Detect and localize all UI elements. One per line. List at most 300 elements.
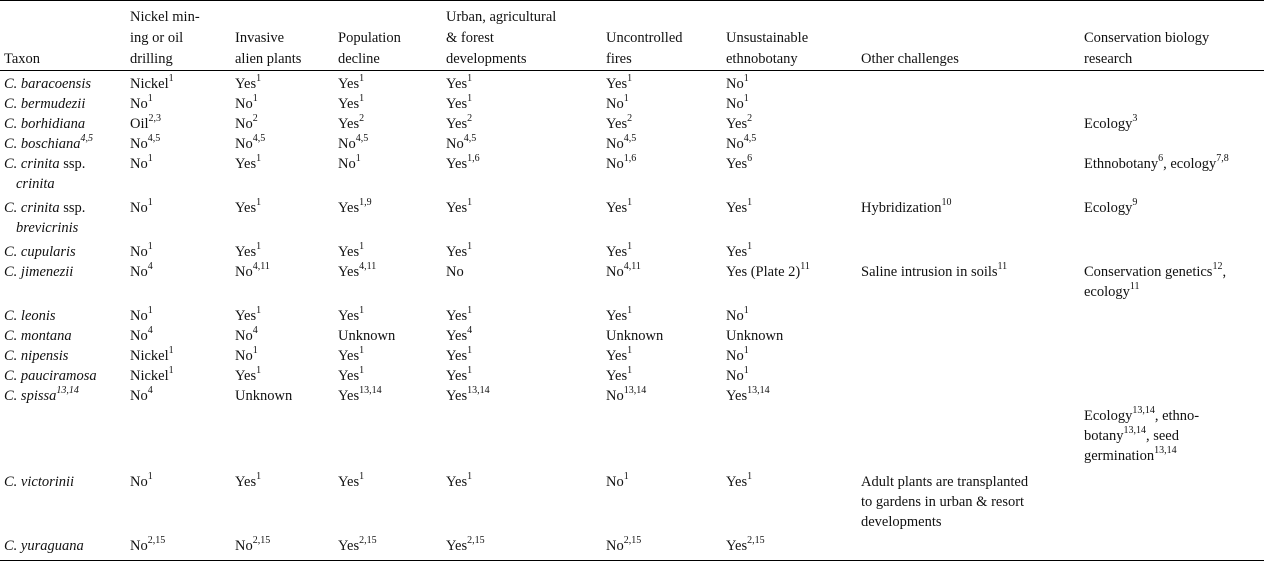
- taxon-cell: [0, 536, 126, 561]
- population-cell: [334, 326, 442, 346]
- invasive-value: Yes: [235, 308, 257, 324]
- reference-superscript: 1: [147, 241, 153, 253]
- reference-superscript: 2,15: [359, 535, 377, 547]
- reference-superscript: 1: [743, 365, 749, 377]
- reference-superscript: 10: [941, 197, 952, 209]
- invasive-cell: [231, 154, 334, 198]
- mining-cell: [126, 326, 231, 346]
- fires-value: Yes: [606, 244, 628, 260]
- taxon-name: C. nipensis: [4, 348, 69, 364]
- invasive-value: Yes: [235, 156, 257, 172]
- column-header-label: Uncontrolled fires: [606, 30, 683, 67]
- reference-superscript: 1: [147, 305, 153, 317]
- population-cell: [334, 262, 442, 306]
- ethno-value: No: [726, 96, 744, 112]
- invasive-cell: [231, 71, 334, 95]
- taxon-cell: [0, 242, 126, 262]
- reference-superscript: 1: [256, 305, 262, 317]
- fires-value: Yes: [606, 368, 628, 384]
- reference-superscript: 1: [359, 345, 365, 357]
- reference-superscript: 1: [256, 197, 262, 209]
- fires-value: No: [606, 136, 624, 152]
- ethno-cell: [722, 326, 857, 346]
- mining-value: No: [130, 244, 148, 260]
- population-cell: [334, 468, 442, 536]
- reference-superscript: 13,14: [359, 385, 382, 397]
- reference-superscript: 2: [747, 113, 753, 125]
- invasive-value: No: [235, 96, 253, 112]
- population-cell: [334, 114, 442, 134]
- reference-superscript: 1: [743, 345, 749, 357]
- fires-value: Yes: [606, 200, 628, 216]
- reference-superscript: 1: [623, 471, 629, 483]
- invasive-cell: [231, 346, 334, 366]
- mining-value: No: [130, 200, 148, 216]
- invasive-cell: [231, 262, 334, 306]
- reference-superscript: 13,14: [1154, 445, 1177, 457]
- urban-value: Yes: [446, 244, 468, 260]
- research-cell: [1080, 386, 1264, 468]
- population-value: Yes: [338, 538, 360, 554]
- reference-superscript: 9: [1132, 197, 1138, 209]
- taxon-cell: [0, 386, 126, 468]
- ethno-cell: [722, 154, 857, 198]
- ethno-value: Yes: [726, 244, 748, 260]
- urban-cell: [442, 154, 602, 198]
- reference-superscript: 1: [743, 93, 749, 105]
- invasive-cell: [231, 134, 334, 154]
- invasive-cell: [231, 386, 334, 468]
- reference-superscript: 13,14: [747, 385, 770, 397]
- urban-value: Yes: [446, 368, 468, 384]
- population-cell: [334, 306, 442, 326]
- population-value: No: [338, 156, 356, 172]
- header-row: [0, 1, 1264, 71]
- other-cell: [857, 306, 1080, 326]
- reference-superscript: 1: [627, 73, 633, 85]
- reference-superscript: 1: [467, 73, 473, 85]
- fires-value: Yes: [606, 76, 628, 92]
- urban-cell: [442, 346, 602, 366]
- taxon-cell: [0, 346, 126, 366]
- fires-cell: [602, 198, 722, 242]
- research-text: Conservation genetics: [1084, 264, 1213, 280]
- table-row: [0, 262, 1264, 306]
- urban-value: No: [446, 264, 464, 280]
- mining-value: No: [130, 136, 148, 152]
- ethno-value: No: [726, 76, 744, 92]
- mining-value: No: [130, 96, 148, 112]
- fires-value: No: [606, 96, 624, 112]
- reference-superscript: 1: [147, 471, 153, 483]
- research-cell: [1080, 326, 1264, 346]
- research-cell: [1080, 346, 1264, 366]
- taxon-rank: ssp.: [63, 200, 86, 216]
- fires-cell: [602, 386, 722, 468]
- research-cell: [1080, 262, 1264, 306]
- urban-value: No: [446, 136, 464, 152]
- column-header-urban: [442, 1, 602, 71]
- ethno-value: No: [726, 348, 744, 364]
- table-row: [0, 94, 1264, 114]
- invasive-value: Yes: [235, 244, 257, 260]
- column-header-label: Invasive alien plants: [235, 30, 302, 67]
- taxon-cell: [0, 468, 126, 536]
- invasive-cell: [231, 536, 334, 561]
- research-cell: [1080, 94, 1264, 114]
- population-value: Yes: [338, 96, 360, 112]
- taxon-cell: [0, 326, 126, 346]
- other-cell: [857, 154, 1080, 198]
- mining-cell: [126, 114, 231, 134]
- column-header-label: Unsustainable ethnobotany: [726, 30, 809, 67]
- reference-superscript: 1: [747, 241, 753, 253]
- other-cell: [857, 242, 1080, 262]
- mining-value: Oil: [130, 116, 149, 132]
- taxon-name: C. cupularis: [4, 244, 76, 260]
- mining-cell: [126, 306, 231, 326]
- column-header-label: Population decline: [338, 30, 401, 67]
- population-value: Yes: [338, 264, 360, 280]
- reference-superscript: 1: [168, 365, 174, 377]
- fires-value: Unknown: [606, 328, 664, 344]
- reference-superscript: 4,5: [147, 133, 161, 145]
- research-cell: [1080, 366, 1264, 386]
- column-header-other: [857, 1, 1080, 71]
- mining-cell: [126, 262, 231, 306]
- population-cell: [334, 386, 442, 468]
- reference-superscript: 4,11: [623, 261, 641, 273]
- reference-superscript: 11: [1129, 281, 1140, 293]
- taxon-name: C. crinita: [4, 156, 60, 172]
- mining-cell: [126, 346, 231, 366]
- other-cell: [857, 536, 1080, 561]
- reference-superscript: 6: [747, 153, 753, 165]
- reference-superscript: 2,15: [252, 535, 271, 547]
- reference-superscript: 1: [467, 471, 473, 483]
- taxon-name: C. montana: [4, 328, 72, 344]
- reference-superscript: 13,14: [56, 385, 79, 397]
- fires-cell: [602, 134, 722, 154]
- research-cell: [1080, 154, 1264, 198]
- ethno-cell: [722, 468, 857, 536]
- other-cell: [857, 134, 1080, 154]
- mining-value: Nickel: [130, 348, 169, 364]
- invasive-cell: [231, 468, 334, 536]
- taxon-cell: [0, 198, 126, 242]
- reference-superscript: 1: [256, 241, 262, 253]
- mining-cell: [126, 242, 231, 262]
- reference-superscript: 2: [252, 113, 258, 125]
- table-row: [0, 154, 1264, 198]
- reference-superscript: 1: [467, 365, 473, 377]
- taxon-cell: [0, 134, 126, 154]
- invasive-value: No: [235, 538, 253, 554]
- ethno-cell: [722, 94, 857, 114]
- reference-superscript: 1: [467, 241, 473, 253]
- column-header-taxon: [0, 1, 126, 71]
- invasive-value: No: [235, 348, 253, 364]
- urban-value: Yes: [446, 116, 468, 132]
- research-text: ,: [1222, 264, 1227, 280]
- reference-superscript: 1: [627, 365, 633, 377]
- reference-superscript: 2,15: [467, 535, 485, 547]
- reference-superscript: 4,5: [252, 133, 266, 145]
- reference-superscript: 7,8: [1216, 153, 1229, 165]
- ethno-cell: [722, 262, 857, 306]
- fires-cell: [602, 468, 722, 536]
- research-cell: [1080, 306, 1264, 326]
- research-text: Ecology: [1084, 116, 1133, 132]
- research-text: , ethno- botany: [1084, 408, 1200, 444]
- reference-superscript: 1: [359, 73, 365, 85]
- table-row: [0, 134, 1264, 154]
- taxon-name: C. leonis: [4, 308, 56, 324]
- reference-superscript: 1: [467, 197, 473, 209]
- ethno-value: No: [726, 136, 744, 152]
- mining-value: No: [130, 308, 148, 324]
- reference-superscript: 1: [147, 153, 153, 165]
- ethno-value: Unknown: [726, 328, 784, 344]
- reference-superscript: 13,14: [1123, 425, 1146, 437]
- other-cell: [857, 262, 1080, 306]
- other-cell: [857, 346, 1080, 366]
- mining-cell: [126, 71, 231, 95]
- mining-cell: [126, 94, 231, 114]
- table-row: [0, 536, 1264, 561]
- reference-superscript: 4,5: [463, 133, 477, 145]
- research-text: , seed germination: [1084, 428, 1179, 464]
- ethno-value: No: [726, 308, 744, 324]
- fires-value: No: [606, 388, 624, 404]
- invasive-value: Yes: [235, 368, 257, 384]
- mining-value: No: [130, 156, 148, 172]
- population-cell: [334, 71, 442, 95]
- reference-superscript: 4: [467, 325, 473, 337]
- invasive-value: No: [235, 136, 253, 152]
- urban-value: Yes: [446, 76, 468, 92]
- reference-superscript: 1: [147, 197, 153, 209]
- table-row: [0, 468, 1264, 536]
- taxon-name: C. baracoensis: [4, 76, 91, 92]
- reference-superscript: 1: [359, 365, 365, 377]
- urban-cell: [442, 198, 602, 242]
- taxon-cell: [0, 154, 126, 198]
- table-row: [0, 326, 1264, 346]
- other-text: Adult plants are transplanted to gardens in urban & resort developments: [861, 474, 1029, 530]
- other-cell: [857, 468, 1080, 536]
- mining-value: No: [130, 388, 148, 404]
- reference-superscript: 1: [359, 305, 365, 317]
- taxon-name: C. crinita: [4, 200, 60, 216]
- reference-superscript: 1: [168, 345, 174, 357]
- reference-superscript: 13,14: [467, 385, 490, 397]
- mining-value: No: [130, 264, 148, 280]
- population-value: Yes: [338, 116, 360, 132]
- reference-superscript: 1: [467, 93, 473, 105]
- table-row: [0, 242, 1264, 262]
- urban-cell: [442, 114, 602, 134]
- research-text: Ecology: [1084, 200, 1133, 216]
- reference-superscript: 4,11: [359, 261, 377, 273]
- reference-superscript: 11: [997, 261, 1008, 273]
- reference-superscript: 1: [743, 73, 749, 85]
- reference-superscript: 1: [168, 73, 174, 85]
- invasive-value: Unknown: [235, 388, 293, 404]
- ethno-cell: [722, 114, 857, 134]
- urban-cell: [442, 242, 602, 262]
- population-cell: [334, 198, 442, 242]
- mining-value: Nickel: [130, 76, 169, 92]
- mining-value: No: [130, 328, 148, 344]
- reference-superscript: 6: [1158, 153, 1164, 165]
- other-cell: [857, 198, 1080, 242]
- urban-value: Yes: [446, 96, 468, 112]
- other-text: Saline intrusion in soils: [861, 264, 998, 280]
- fires-cell: [602, 242, 722, 262]
- reference-superscript: 1: [747, 197, 753, 209]
- reference-superscript: 13,14: [1132, 405, 1155, 417]
- research-cell: [1080, 242, 1264, 262]
- column-header-fires: [602, 1, 722, 71]
- fires-value: No: [606, 538, 624, 554]
- table-row: [0, 71, 1264, 95]
- ethno-value: Yes: [726, 116, 748, 132]
- taxon-name: C. victorinii: [4, 474, 75, 490]
- reference-superscript: 1: [359, 241, 365, 253]
- column-header-label: Urban, agricultural & forest developments: [446, 9, 557, 67]
- urban-value: Yes: [446, 156, 468, 172]
- fires-value: Yes: [606, 116, 628, 132]
- other-cell: [857, 94, 1080, 114]
- reference-superscript: 1: [147, 93, 153, 105]
- ethno-value: Yes: [726, 538, 748, 554]
- urban-cell: [442, 306, 602, 326]
- fires-cell: [602, 154, 722, 198]
- reference-superscript: 4: [147, 261, 153, 273]
- ethno-value: Yes: [726, 200, 748, 216]
- other-cell: [857, 71, 1080, 95]
- column-header-research: [1080, 1, 1264, 71]
- column-header-label: Taxon: [4, 51, 41, 67]
- mining-value: No: [130, 474, 148, 490]
- invasive-cell: [231, 114, 334, 134]
- reference-superscript: 1: [256, 471, 262, 483]
- taxon-rank: ssp.: [63, 156, 86, 172]
- research-cell: [1080, 114, 1264, 134]
- reference-superscript: 3: [1132, 113, 1138, 125]
- urban-value: Yes: [446, 348, 468, 364]
- reference-superscript: 1: [467, 305, 473, 317]
- fires-value: No: [606, 156, 624, 172]
- table-header: [0, 1, 1264, 71]
- table-row: [0, 366, 1264, 386]
- column-header-population: [334, 1, 442, 71]
- ethno-cell: [722, 242, 857, 262]
- urban-value: Yes: [446, 474, 468, 490]
- reference-superscript: 1: [256, 73, 262, 85]
- reference-superscript: 1: [627, 345, 633, 357]
- urban-cell: [442, 94, 602, 114]
- taxon-cell: [0, 262, 126, 306]
- invasive-cell: [231, 94, 334, 114]
- reference-superscript: 4,5: [623, 133, 637, 145]
- reference-superscript: 1: [743, 305, 749, 317]
- reference-superscript: 11: [800, 261, 810, 273]
- reference-superscript: 1: [627, 197, 633, 209]
- ethno-value: Yes: [726, 474, 748, 490]
- population-cell: [334, 242, 442, 262]
- research-cell: [1080, 536, 1264, 561]
- urban-value: Yes: [446, 538, 468, 554]
- reference-superscript: 2,15: [623, 535, 642, 547]
- population-cell: [334, 154, 442, 198]
- column-header-ethno: [722, 1, 857, 71]
- urban-cell: [442, 386, 602, 468]
- reference-superscript: 4,11: [252, 261, 270, 273]
- mining-cell: [126, 468, 231, 536]
- population-value: Yes: [338, 200, 360, 216]
- fires-cell: [602, 71, 722, 95]
- reference-superscript: 4,5: [80, 133, 94, 145]
- ethno-value: Yes (Plate 2): [726, 264, 801, 280]
- mining-cell: [126, 198, 231, 242]
- other-cell: [857, 386, 1080, 468]
- urban-cell: [442, 366, 602, 386]
- column-header-invasive: [231, 1, 334, 71]
- invasive-value: Yes: [235, 200, 257, 216]
- urban-cell: [442, 536, 602, 561]
- column-header-label: Nickel min- ing or oil drilling: [130, 9, 200, 67]
- mining-cell: [126, 366, 231, 386]
- reference-superscript: 1: [256, 153, 262, 165]
- reference-superscript: 12: [1212, 261, 1223, 273]
- urban-value: Yes: [446, 388, 468, 404]
- mining-value: Nickel: [130, 368, 169, 384]
- invasive-cell: [231, 306, 334, 326]
- urban-value: Yes: [446, 308, 468, 324]
- population-cell: [334, 94, 442, 114]
- fires-cell: [602, 94, 722, 114]
- invasive-cell: [231, 198, 334, 242]
- fires-cell: [602, 114, 722, 134]
- ethno-value: Yes: [726, 388, 748, 404]
- population-value: Yes: [338, 76, 360, 92]
- ethno-cell: [722, 386, 857, 468]
- reference-superscript: 2: [359, 113, 365, 125]
- reference-superscript: 4: [147, 385, 153, 397]
- urban-cell: [442, 262, 602, 306]
- reference-superscript: 1: [627, 305, 633, 317]
- other-cell: [857, 114, 1080, 134]
- urban-cell: [442, 468, 602, 536]
- invasive-cell: [231, 326, 334, 346]
- population-cell: [334, 134, 442, 154]
- reference-superscript: 1: [355, 153, 361, 165]
- population-value: Yes: [338, 368, 360, 384]
- reference-superscript: 1: [256, 365, 262, 377]
- urban-cell: [442, 326, 602, 346]
- reference-superscript: 1: [252, 345, 258, 357]
- population-cell: [334, 346, 442, 366]
- reference-superscript: 2: [627, 113, 633, 125]
- taxon-name: C. borhidiana: [4, 116, 86, 132]
- research-cell: [1080, 134, 1264, 154]
- other-cell: [857, 366, 1080, 386]
- invasive-cell: [231, 242, 334, 262]
- population-value: Yes: [338, 348, 360, 364]
- taxon-cell: [0, 114, 126, 134]
